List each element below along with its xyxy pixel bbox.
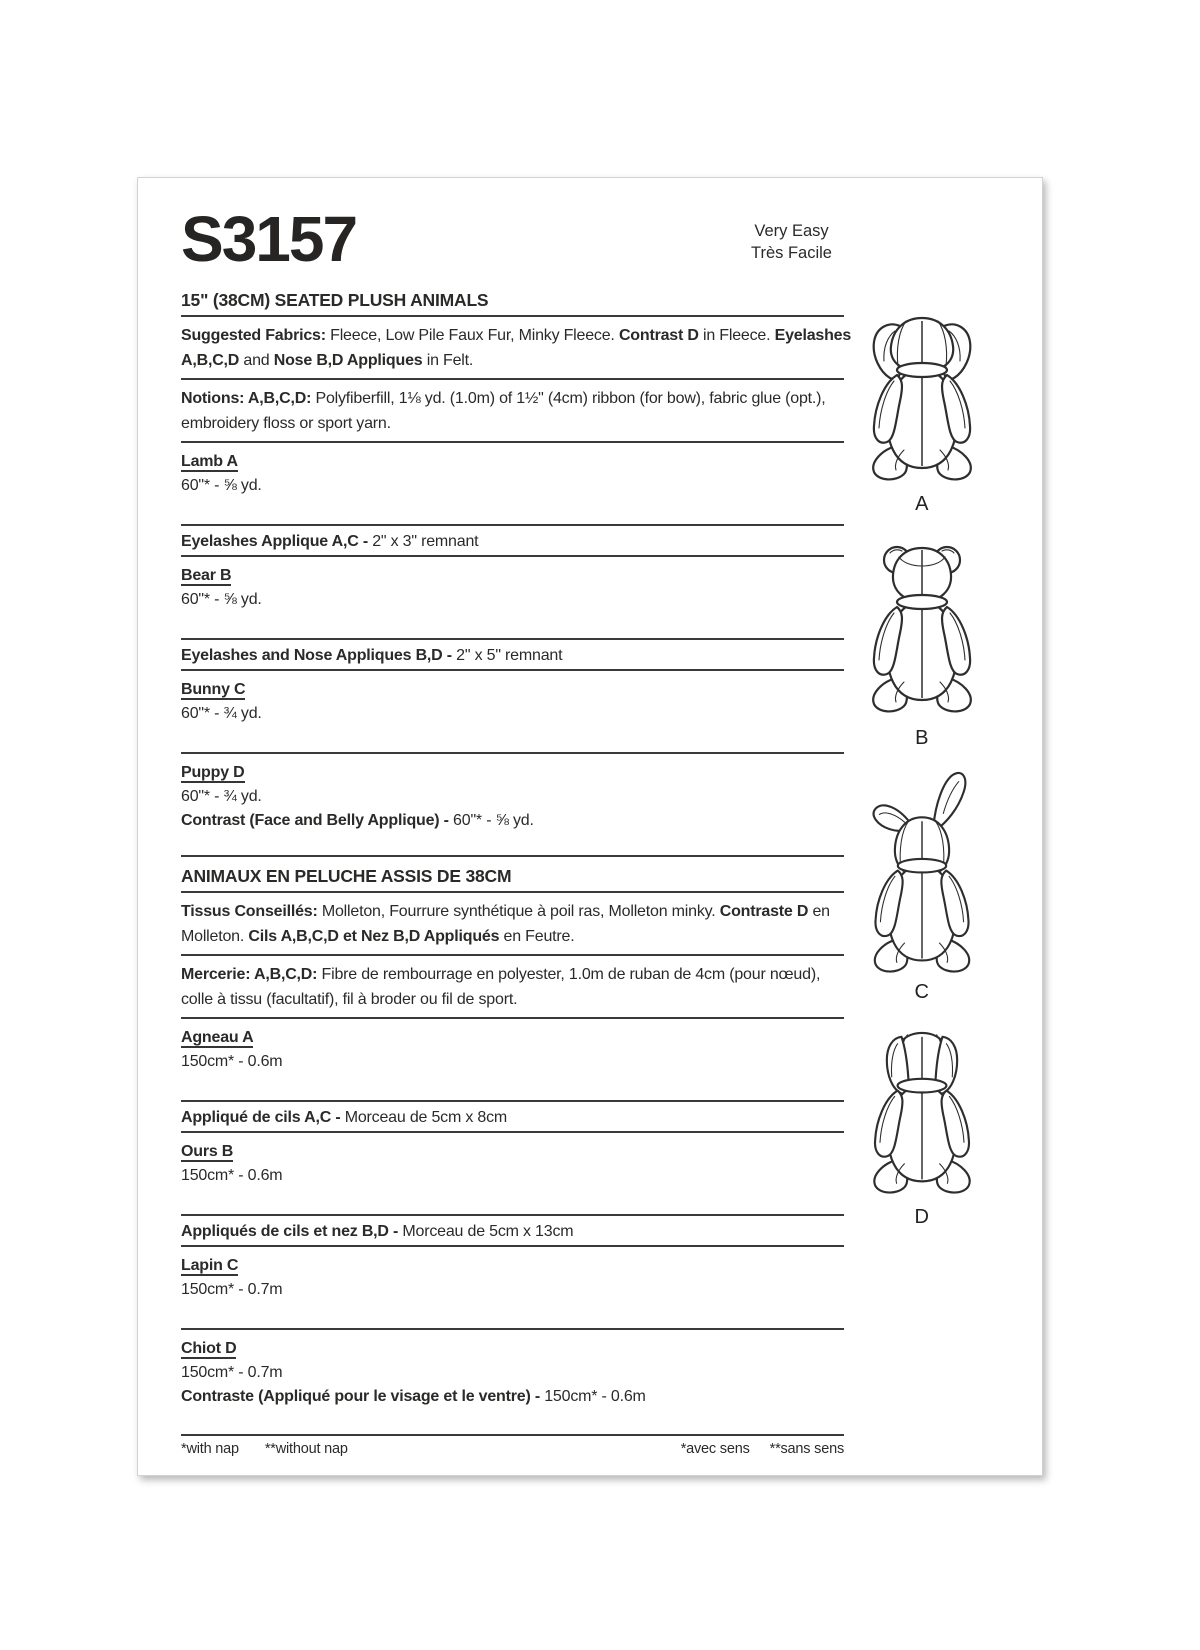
eyelashes-applique-ac-row: Eyelashes Applique A,C - 2" x 3" remnant <box>181 526 844 557</box>
without-nap-note: **without nap <box>264 1441 348 1457</box>
header <box>181 203 844 275</box>
suggested-fabrics-line-1: Suggested Fabrics: Fleece, Low Pile Faux Fur, Minky Fleece. Contrast D in Fleece. Eyelashes <box>181 327 852 344</box>
footnotes-english <box>181 1440 374 1459</box>
item-yardage: 60"* - ¾ yd. <box>181 705 262 722</box>
item-name: Chiot D <box>181 1340 237 1357</box>
english-section-heading: 15" (38CM) SEATED PLUSH ANIMALS <box>181 290 844 317</box>
avec-sens-note: *avec sens <box>680 1441 750 1457</box>
bear-back-view-illustration <box>852 542 992 716</box>
item-yardage: 150cm* - 0.7m <box>181 1281 283 1298</box>
item-yardage: 150cm* - 0.7m <box>181 1364 283 1381</box>
item-name: Ours B <box>181 1143 234 1160</box>
figure-bunny-c <box>852 769 992 1004</box>
yardage-item-bear-b <box>181 557 844 640</box>
pattern-envelope-back-page <box>137 177 1043 1476</box>
yardage-item-puppy-d <box>181 754 844 857</box>
notions-line-2: embroidery floss or sport yarn. <box>181 415 391 432</box>
item-name: Puppy D <box>181 764 245 781</box>
french-section-heading: ANIMAUX EN PELUCHE ASSIS DE 38CM <box>181 857 844 893</box>
with-nap-note: *with nap <box>181 1441 239 1457</box>
yardage-item-bunny-c <box>181 671 844 754</box>
eyelashes-nose-appliques-bd-row: Eyelashes and Nose Appliques B,D - 2" x 5" remnant <box>181 640 844 671</box>
item-name: Lamb A <box>181 453 238 470</box>
nap-footnotes <box>181 1434 844 1459</box>
item-yardage: 60"* - ⅝ yd. <box>181 591 262 608</box>
notions-line-1: Notions: A,B,C,D: Polyfiberfill, 1⅛ yd. (1.0m) of 1½" (4cm) ribbon (for bow), fabric glue (opt.), <box>181 390 826 407</box>
figure-puppy-d <box>852 1029 992 1229</box>
metrage-item-lapin-c <box>181 1247 844 1330</box>
tissus-conseilles-paragraph <box>181 893 844 956</box>
tissus-line-2: Molleton. Cils A,B,C,D et Nez B,D Appliqués en Feutre. <box>181 928 575 945</box>
item-name: Lapin C <box>181 1257 239 1274</box>
item-yardage: 60"* - ⅝ yd. <box>181 477 262 494</box>
suggested-fabrics-paragraph <box>181 317 852 380</box>
item-name: Bear B <box>181 567 232 584</box>
metrage-item-ours-b <box>181 1133 844 1216</box>
puppy-contrast-yardage: Contrast (Face and Belly Applique) - 60"* - ⅝ yd. <box>181 812 534 829</box>
figure-lamb-a <box>852 312 992 516</box>
item-name: Bunny C <box>181 681 246 698</box>
instruction-text-column <box>181 178 852 1459</box>
figure-label-a: A <box>915 493 929 515</box>
chiot-contrast-yardage: Contraste (Appliqué pour le visage et le ventre) - 150cm* - 0.6m <box>181 1388 646 1405</box>
mercerie-paragraph <box>181 956 844 1019</box>
appliques-cils-nez-bd-row: Appliqués de cils et nez B,D - Morceau de 5cm x 13cm <box>181 1216 844 1247</box>
bunny-back-view-illustration <box>852 769 992 974</box>
pattern-number: S3157 <box>181 203 357 275</box>
puppy-back-view-illustration <box>852 1029 992 1197</box>
figure-bear-b <box>852 542 992 750</box>
difficulty-french: Très Facile <box>751 244 832 262</box>
yardage-item-lamb-a <box>181 443 844 526</box>
figure-label-b: B <box>915 727 929 749</box>
sans-sens-note: **sans sens <box>769 1441 844 1457</box>
metrage-item-agneau-a <box>181 1019 844 1102</box>
difficulty-rating <box>751 220 832 266</box>
lamb-back-view-illustration <box>852 312 992 484</box>
mercerie-line-2: colle à tissu (facultatif), fil à broder ou fil de sport. <box>181 991 518 1008</box>
mercerie-line-1: Mercerie: A,B,C,D: Fibre de rembourrage en polyester, 1.0m de ruban de 4cm (pour nœud), <box>181 966 821 983</box>
item-yardage: 60"* - ¾ yd. <box>181 788 262 805</box>
difficulty-english: Very Easy <box>754 222 829 240</box>
notions-paragraph <box>181 380 844 443</box>
tissus-line-1: Tissus Conseillés: Molleton, Fourrure synthétique à poil ras, Molleton minky. Contraste D en <box>181 903 830 920</box>
item-name: Agneau A <box>181 1029 254 1046</box>
figure-label-c: C <box>914 981 930 1003</box>
applique-cils-ac-row: Appliqué de cils A,C - Morceau de 5cm x 8cm <box>181 1102 844 1133</box>
item-yardage: 150cm* - 0.6m <box>181 1167 283 1184</box>
footnotes-french <box>661 1440 844 1459</box>
figure-label-d: D <box>914 1206 930 1228</box>
suggested-fabrics-line-2: A,B,C,D and Nose B,D Appliques in Felt. <box>181 352 474 369</box>
metrage-item-chiot-d <box>181 1330 844 1409</box>
item-yardage: 150cm* - 0.6m <box>181 1053 283 1070</box>
